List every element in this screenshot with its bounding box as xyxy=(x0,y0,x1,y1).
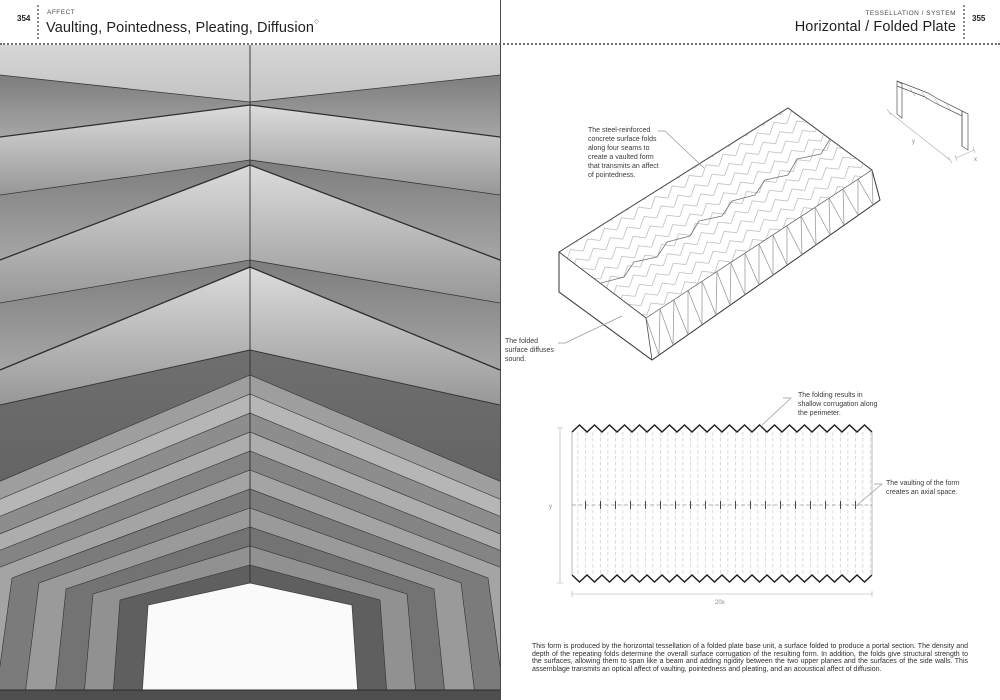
right-category-label: TESSELLATION / SYSTEM xyxy=(865,10,956,17)
unit-length-label: y xyxy=(912,139,915,145)
right-header-divider xyxy=(963,5,965,39)
annotation-plan-top: The folding results in shallow corrugation along the perimeter. xyxy=(798,392,878,417)
unit-width-label: x xyxy=(974,157,977,163)
plan-bottom-zigzag xyxy=(572,575,872,582)
plan-drawing xyxy=(549,425,872,606)
left-header-divider xyxy=(37,5,39,39)
title-footnote-cube-icon: ◇ xyxy=(314,19,319,25)
plan-width-label: 20x xyxy=(715,600,725,606)
photo-opening xyxy=(142,583,358,695)
unit-drawing xyxy=(887,81,977,163)
vault-interior-photo xyxy=(0,45,500,700)
right-page-drawings xyxy=(500,45,1000,700)
annotation-axon-top: The steel-reinforced concrete surface folds along four seams to create a vaulted form that transmits an affect of pointedness. xyxy=(588,127,659,179)
annotation-plan-right: The vaulting of the form creates an axial space. xyxy=(886,480,960,496)
left-page-title xyxy=(46,18,319,36)
body-paragraph: This form is produced by the horizontal tessellation of a folded plate base unit, a surface folded to produce a portal section. The density and depth of the repeating folds determine the overall surface corrugation of the resulting form. In addition, the folds give structural strength to the surfaces, allowing them to span like a beam and adding rigidity between the two upper planes and the surfaces of the side walls. This assemblage transmits an optical affect of vaulting, pointedness and pleating, and an acoustical affect of diffusion. xyxy=(532,643,968,673)
left-title-text: Vaulting, Pointedness, Pleating, Diffusion xyxy=(46,20,315,36)
plan-height-label: y xyxy=(549,504,552,510)
photo-floor xyxy=(0,690,500,700)
right-page-title: Horizontal / Folded Plate xyxy=(794,19,956,35)
plan-top-zigzag xyxy=(572,425,872,432)
right-page-number: 355 xyxy=(972,14,986,23)
left-category-label: AFFECT xyxy=(47,9,76,16)
left-page-number: 354 xyxy=(17,14,31,23)
annotation-axon-bottom: The folded surface diffuses sound. xyxy=(505,338,554,363)
